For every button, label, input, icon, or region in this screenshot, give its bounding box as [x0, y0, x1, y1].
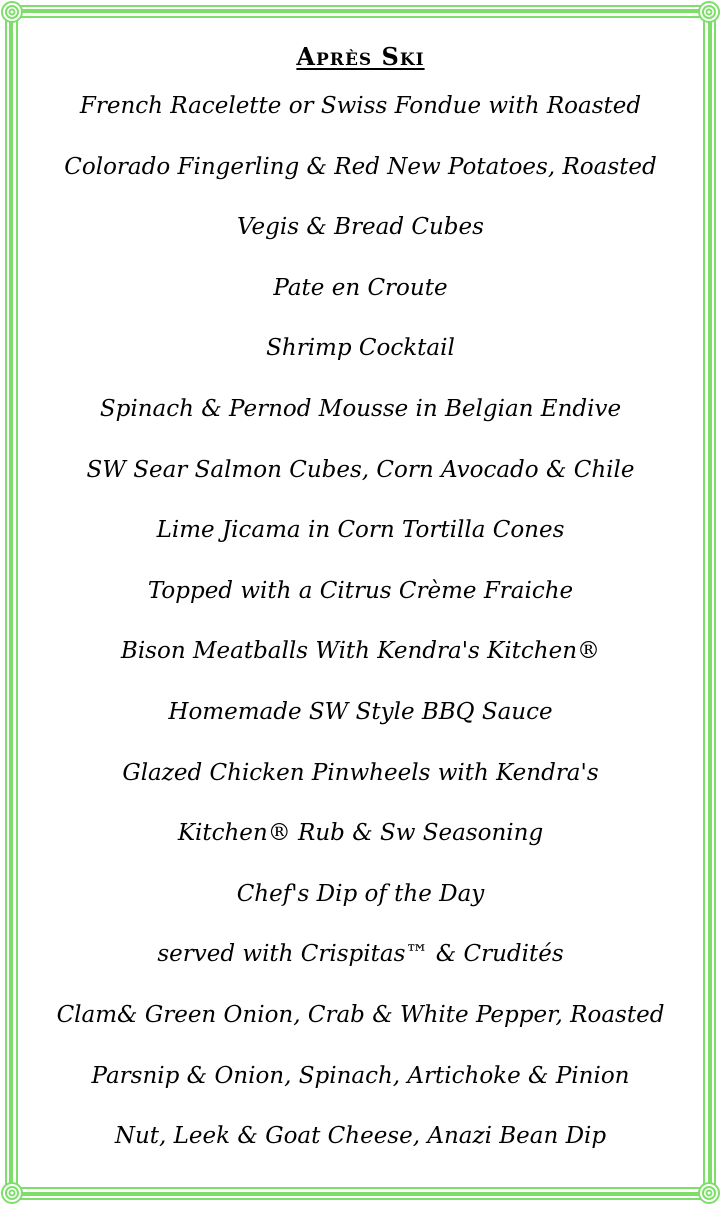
menu-line: Chef's Dip of the Day	[236, 880, 485, 907]
menu-list	[30, 76, 691, 1167]
menu-line: Bison Meatballs With Kendra's Kitchen®	[120, 638, 601, 665]
menu-line: Kitchen® Rub & Sw Seasoning	[177, 820, 544, 847]
menu-line: Homemade SW Style BBQ Sauce	[168, 698, 553, 725]
corner-ornament-bottom-left	[2, 1183, 22, 1203]
menu-line: Glazed Chicken Pinwheels with Kendra's	[122, 759, 599, 786]
menu-line: Clam& Green Onion, Crab & White Pepper, Roasted	[56, 1001, 665, 1028]
corner-ornament-top-right	[699, 2, 719, 22]
menu-line: French Racelette or Swiss Fondue with Roasted	[79, 93, 642, 119]
menu-line: Pate en Croute	[273, 274, 448, 301]
menu-line: Spinach & Pernod Mousse in Belgian Endive	[99, 395, 622, 422]
menu-line: Topped with a Citrus Crème Fraiche	[147, 577, 574, 604]
menu-line: served with Crispitas™ & Crudités	[157, 941, 564, 968]
menu-line: Vegis & Bread Cubes	[237, 214, 484, 241]
menu-line: SW Sear Salmon Cubes, Corn Avocado & Chile	[86, 456, 635, 483]
corner-ornament-top-left	[2, 2, 22, 22]
menu-page	[30, 30, 691, 1175]
menu-title: Après Ski	[296, 42, 425, 71]
menu-line: Colorado Fingerling & Red New Potatoes, Roasted	[64, 153, 657, 180]
menu-line: Nut, Leek & Goat Cheese, Anazi Bean Dip	[114, 1123, 607, 1150]
menu-line: Shrimp Cocktail	[266, 335, 455, 362]
menu-line: Lime Jicama in Corn Tortilla Cones	[156, 517, 565, 544]
menu-line: Parsnip & Onion, Spinach, Artichoke & Pinion	[91, 1062, 630, 1089]
corner-ornament-bottom-right	[699, 1183, 719, 1203]
